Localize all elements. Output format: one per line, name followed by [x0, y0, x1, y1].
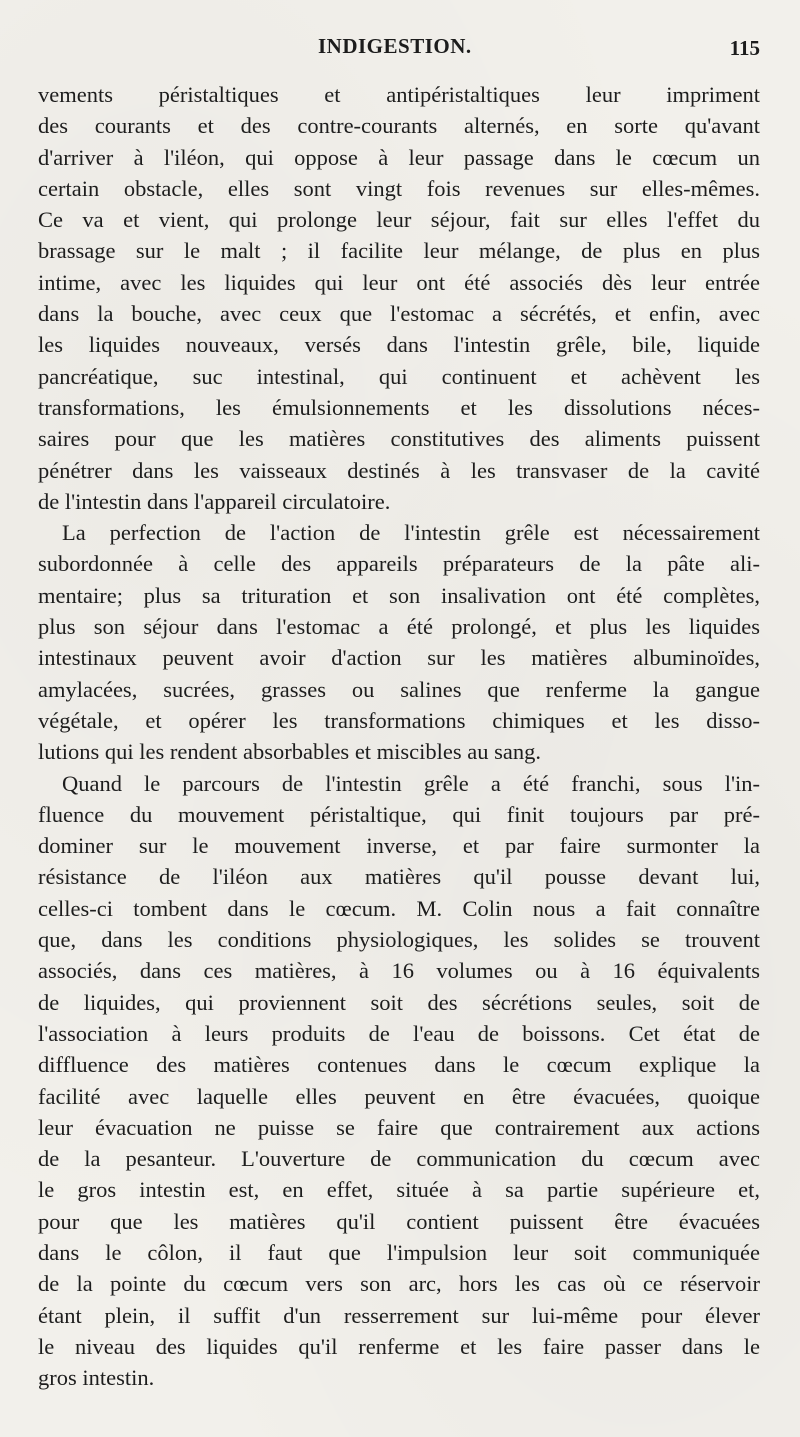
- text-line: que, dans les conditions physiologiques, les solides se trouvent: [38, 927, 760, 953]
- text-line: dans la bouche, avec ceux que l'estomac a sécrétés, et enfin, avec: [38, 301, 760, 327]
- paragraph: [38, 768, 760, 1394]
- text-line: des courants et des contre-courants alternés, en sorte qu'avant: [38, 113, 760, 139]
- text-line: associés, dans ces matières, à 16 volumes ou à 16 équivalents: [38, 958, 760, 984]
- page-number: 115: [729, 36, 760, 60]
- text-line: mentaire; plus sa trituration et son insalivation ont été complètes,: [38, 582, 760, 608]
- text-line: diffluence des matières contenues dans le cœcum explique la: [38, 1052, 760, 1078]
- text-line: résistance de l'iléon aux matières qu'il pousse devant lui,: [38, 864, 760, 890]
- text-line: végétale, et opérer les transformations chimiques et les disso-: [38, 707, 760, 733]
- text-line: dominer sur le mouvement inverse, et par faire surmonter la: [38, 833, 760, 859]
- text-line: les liquides nouveaux, versés dans l'intestin grêle, bile, liquide: [38, 332, 760, 358]
- text-line: pour que les matières qu'il contient puissent être évacuées: [38, 1208, 760, 1234]
- text-line: gros intestin.: [38, 1365, 155, 1391]
- text-line: transformations, les émulsionnements et les dissolutions néces-: [38, 394, 760, 420]
- text-line: plus son séjour dans l'estomac a été prolongé, et plus les liquides: [38, 614, 760, 640]
- text-line: le niveau des liquides qu'il renferme et les faire passer dans le: [38, 1333, 760, 1359]
- text-line: La perfection de l'action de l'intestin grêle est nécessairement: [62, 520, 760, 546]
- chapter-title: INDIGESTION.: [318, 34, 472, 58]
- text-line: brassage sur le malt ; il facilite leur mélange, de plus en plus: [38, 238, 760, 264]
- text-line: de l'intestin dans l'appareil circulatoire.: [38, 488, 391, 514]
- text-line: de liquides, qui proviennent soit des sécrétions seules, soit de: [38, 989, 760, 1015]
- text-line: étant plein, il suffit d'un resserrement sur lui-même pour élever: [38, 1302, 760, 1328]
- text-line: intime, avec les liquides qui leur ont été associés dès leur entrée: [38, 269, 760, 295]
- text-line: leur évacuation ne puisse se faire que contrairement aux actions: [38, 1114, 760, 1140]
- text-line: pancréatique, suc intestinal, qui continuent et achèvent les: [38, 363, 760, 389]
- text-line: pénétrer dans les vaisseaux destinés à les transvaser de la cavité: [38, 457, 760, 483]
- text-line: vements péristaltiques et antipéristaltiques leur impriment: [38, 82, 760, 107]
- text-line: celles-ci tombent dans le cœcum. M. Colin nous a fait connaître: [38, 895, 760, 921]
- text-line: fluence du mouvement péristaltique, qui finit toujours par pré-: [38, 801, 760, 827]
- body-text: [38, 79, 760, 1393]
- text-line: saires pour que les matières constitutives des aliments puissent: [38, 426, 760, 452]
- text-line: le gros intestin est, en effet, située à sa partie supérieure et,: [38, 1177, 760, 1203]
- text-line: amylacées, sucrées, grasses ou salines que renferme la gangue: [38, 676, 760, 702]
- text-line: subordonnée à celle des appareils préparateurs de la pâte ali-: [38, 551, 760, 577]
- text-line: certain obstacle, elles sont vingt fois revenues sur elles-mêmes.: [38, 175, 760, 201]
- text-line: de la pointe du cœcum vers son arc, hors les cas où ce réservoir: [38, 1271, 760, 1297]
- text-line: lutions qui les rendent absorbables et miscibles au sang.: [38, 739, 542, 765]
- text-line: dans le côlon, il faut que l'impulsion leur soit communiquée: [38, 1239, 760, 1265]
- paragraph: [38, 79, 760, 517]
- text-line: de la pesanteur. L'ouverture de communication du cœcum avec: [38, 1146, 760, 1172]
- text-line: d'arriver à l'iléon, qui oppose à leur passage dans le cœcum un: [38, 144, 760, 170]
- text-line: Quand le parcours de l'intestin grêle a été franchi, sous l'in-: [62, 770, 760, 796]
- text-line: l'association à leurs produits de l'eau de boissons. Cet état de: [38, 1020, 760, 1046]
- text-line: intestinaux peuvent avoir d'action sur les matières albuminoïdes,: [38, 645, 760, 671]
- running-head: [0, 34, 800, 60]
- paragraph: [38, 517, 760, 767]
- text-line: facilité avec laquelle elles peuvent en être évacuées, quoique: [38, 1083, 760, 1109]
- text-line: Ce va et vient, qui prolonge leur séjour, fait sur elles l'effet du: [38, 207, 760, 233]
